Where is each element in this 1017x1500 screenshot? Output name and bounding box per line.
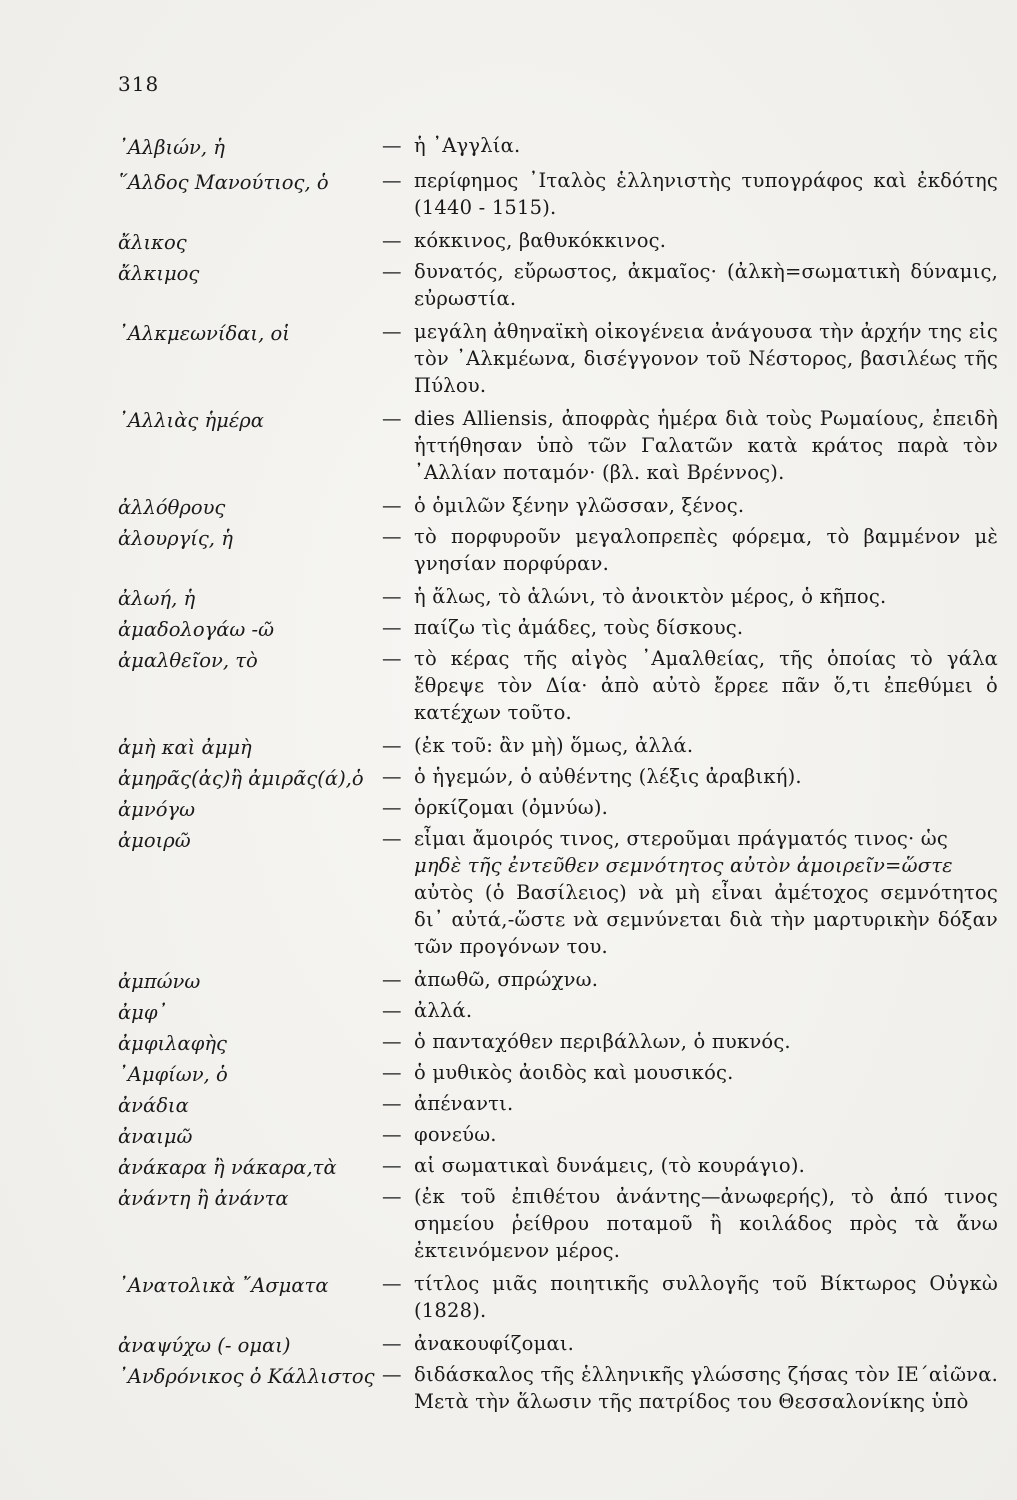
- entry-dash: —: [382, 1154, 402, 1177]
- entry-dash: —: [382, 1363, 402, 1386]
- glossary-entry: [118, 1090, 998, 1119]
- entry-dash: —: [382, 494, 402, 517]
- entry-dash: —: [382, 229, 402, 252]
- entry-headword: ἀμαδολογάω -ῶ: [118, 618, 274, 641]
- entry-headword: ᾿Αμφίων, ὁ: [118, 1063, 228, 1086]
- glossary-entry: [118, 966, 998, 995]
- entry-definition: φονεύω.: [414, 1123, 497, 1146]
- page-number: 318: [118, 72, 160, 96]
- entry-definition: (ἐκ τοῦ ἐπιθέτου ἀνάντης—ἀνωφερής), τὸ ἀπό τινος σημείου ῥείθρου ποταμοῦ ἢ κοιλάδος πρὸς τὰ ἄνω ἐκτεινόμενον μέρος.: [414, 1185, 998, 1262]
- entry-headword: ἀμὴ καὶ ἀμμὴ: [118, 736, 252, 759]
- entry-headword: ῞Αλδος Μανούτιος, ὁ: [118, 171, 329, 194]
- entry-definition: περίφημος ᾿Ιταλὸς ἑλληνιστὴς τυπογράφος καὶ ἐκδότης (1440 - 1515).: [414, 169, 998, 219]
- entry-definition: μεγάλη ἀθηναϊκὴ οἰκογένεια ἀνάγουσα τὴν ἀρχήν της εἰς τὸν ᾿Αλκμέωνα, δισέγγονον τοῦ Νέστορος, βασιλέως τῆς Πύλου.: [414, 320, 998, 397]
- entry-headword: ᾿Ανατολικὰ ῎Ασματα: [118, 1274, 329, 1297]
- entry-dash: —: [382, 616, 402, 639]
- glossary-entry: [118, 614, 998, 643]
- entry-dash: —: [382, 796, 402, 819]
- entry-headword: ᾿Αλκμεωνίδαι, οἱ: [118, 322, 290, 345]
- glossary-entry: [118, 523, 998, 577]
- glossary-entry: [118, 492, 998, 521]
- entry-headword: ᾿Ανδρόνικος ὁ Κάλλιστος: [118, 1365, 375, 1388]
- entry-headword: ἀνάδια: [118, 1094, 189, 1117]
- glossary-entry: [118, 763, 998, 792]
- entry-definition: ἀπέναντι.: [414, 1092, 514, 1115]
- entry-dash: —: [382, 585, 402, 608]
- entry-headword: ἀμφ᾿: [118, 1001, 168, 1024]
- glossary-entry: [118, 997, 998, 1026]
- entry-headword: ἀναιμῶ: [118, 1125, 193, 1148]
- entry-headword: ἀλωή, ἡ: [118, 587, 196, 610]
- glossary-entry: [118, 1121, 998, 1150]
- entry-headword: ἀλλόθρους: [118, 496, 226, 519]
- glossary-entry: [118, 1028, 998, 1057]
- entry-definition: ὁ ὁμιλῶν ξένην γλῶσσαν, ξένος.: [414, 494, 745, 517]
- entry-dash: —: [382, 1030, 402, 1053]
- entry-headword: ἀμνόγω: [118, 798, 195, 821]
- entry-dash: —: [382, 1092, 402, 1115]
- entry-headword: ᾿Αλβιών, ἡ: [118, 136, 225, 159]
- entry-definition-continued: αὐτὸς (ὁ Βασίλειος) νὰ μὴ εἶναι ἀμέτοχος σεμνότητος δι᾿ αὐτά,-ὥστε νὰ σεμνύνεται διὰ τὴν μαρτυρικὴν δόξαν τῶν προγόνων του.: [414, 881, 998, 958]
- entry-definition: ἀλλά.: [414, 999, 473, 1022]
- entry-headword: ἀλουργίς, ἡ: [118, 527, 233, 550]
- glossary-entry: [118, 132, 998, 161]
- entry-dash: —: [382, 1185, 402, 1208]
- entry-definition: τὸ πορφυροῦν μεγαλοπρεπὲς φόρεμα, τὸ βαμμένον μὲ γνησίαν πορφύραν.: [414, 525, 998, 575]
- glossary-entry: [118, 1361, 998, 1415]
- glossary-entry: [118, 167, 998, 221]
- glossary-entry: [118, 732, 998, 761]
- entry-definition: (ἐκ τοῦ: ἂν μὴ) ὅμως, ἀλλά.: [414, 734, 694, 757]
- entry-dash: —: [382, 525, 402, 548]
- glossary-entry: [118, 318, 998, 399]
- entry-definition: [414, 825, 998, 960]
- entry-definition: τίτλος μιᾶς ποιητικῆς συλλογῆς τοῦ Βίκτωρος Οὐγκὼ (1828).: [414, 1272, 998, 1322]
- entry-definition-text: εἶμαι ἄμοιρός τινος, στεροῦμαι πράγματός τινος· ὡς: [414, 827, 949, 850]
- entry-headword: ἀνάντη ἢ ἀνάντα: [118, 1187, 289, 1210]
- entry-dash: —: [382, 260, 402, 283]
- glossary-entry: [118, 258, 998, 312]
- entry-headword: ἀνάκαρα ἢ νάκαρα,τὰ: [118, 1156, 337, 1179]
- glossary-entry: [118, 227, 998, 256]
- entry-dash: —: [382, 169, 402, 192]
- glossary-entry: [118, 1270, 998, 1324]
- entry-dash: —: [382, 134, 402, 157]
- entry-headword: ἀναψύχω (- ομαι): [118, 1334, 291, 1357]
- entry-dash: —: [382, 1272, 402, 1295]
- glossary-entry: [118, 583, 998, 612]
- entry-definition: τὸ κέρας τῆς αἰγὸς ᾿Αμαλθείας, τῆς ὁποίας τὸ γάλα ἔθρεψε τὸν Δία· ἀπὸ αὐτὸ ἔρρεε πᾶν ὅ,τι ἐπεθύμει ὁ κατέχων τοῦτο.: [414, 647, 998, 724]
- entry-headword: ἀμοιρῶ: [118, 829, 191, 852]
- entry-dash: —: [382, 999, 402, 1022]
- glossary-entries: [118, 132, 998, 1417]
- entry-definition: ὁ μυθικὸς ἀοιδὸς καὶ μουσικός.: [414, 1061, 734, 1084]
- glossary-entry: [118, 794, 998, 823]
- entry-definition: δυνατός, εὔρωστος, ἀκμαῖος· (ἀλκὴ=σωματικὴ δύναμις, εὐρωστία.: [414, 260, 998, 310]
- glossary-entry: [118, 645, 998, 726]
- entry-dash: —: [382, 320, 402, 343]
- entry-definition: ἀνακουφίζομαι.: [414, 1332, 575, 1355]
- glossary-entry: [118, 825, 998, 960]
- entry-definition: παίζω τὶς ἀμάδες, τοὺς δίσκους.: [414, 616, 744, 639]
- glossary-entry: [118, 405, 998, 486]
- glossary-entry: [118, 1152, 998, 1181]
- entry-definition: ἡ ἅλως, τὸ ἁλώνι, τὸ ἀνοικτὸν μέρος, ὁ κῆπος.: [414, 585, 887, 608]
- entry-dash: —: [382, 1332, 402, 1355]
- entry-quote: μηδὲ τῆς ἐντεῦθεν σεμνότητος αὐτὸν ἀμοιρεῖν=ὥστε: [414, 854, 953, 877]
- glossary-entry: [118, 1330, 998, 1359]
- entry-definition: ἀπωθῶ, σπρώχνω.: [414, 968, 599, 991]
- entry-headword: ἀμπώνω: [118, 970, 201, 993]
- entry-dash: —: [382, 1123, 402, 1146]
- entry-dash: —: [382, 407, 402, 430]
- entry-headword: ᾿Αλλιὰς ἡμέρα: [118, 409, 264, 432]
- entry-dash: —: [382, 1061, 402, 1084]
- glossary-entry: [118, 1059, 998, 1088]
- entry-dash: —: [382, 968, 402, 991]
- entry-dash: —: [382, 647, 402, 670]
- entry-definition: ὁρκίζομαι (ὀμνύω).: [414, 796, 609, 819]
- entry-definition: κόκκινος, βαθυκόκκινος.: [414, 229, 667, 252]
- glossary-entry: [118, 1183, 998, 1264]
- entry-definition: ὁ πανταχόθεν περιβάλλων, ὁ πυκνός.: [414, 1030, 791, 1053]
- entry-definition: ἡ ᾿Αγγλία.: [414, 134, 521, 157]
- entry-headword: ἀμηρᾶς(ἀς)ἢ ἀμιρᾶς(ά),ὁ: [118, 767, 364, 790]
- entry-headword: ἀμαλθεῖον, τὸ: [118, 649, 258, 672]
- entry-dash: —: [382, 765, 402, 788]
- entry-definition: αἱ σωματικαὶ δυνάμεις, (τὸ κουράγιο).: [414, 1154, 806, 1177]
- entry-headword: ἀμφιλαφὴς: [118, 1032, 227, 1055]
- entry-headword: ἄλικος: [118, 231, 187, 254]
- entry-definition: dies Alliensis, ἀποφρὰς ἡμέρα διὰ τοὺς Ρωμαίους, ἐπειδὴ ἡττήθησαν ὑπὸ τῶν Γαλατῶν κατὰ κράτος παρὰ τὸν ᾿Αλλίαν ποταμόν· (βλ. καὶ Βρέννος).: [414, 407, 998, 484]
- entry-definition: ὁ ἡγεμών, ὁ αὐθέντης (λέξις ἀραβική).: [414, 765, 802, 788]
- entry-dash: —: [382, 734, 402, 757]
- entry-dash: —: [382, 827, 402, 850]
- entry-headword: ἄλκιμος: [118, 262, 200, 285]
- entry-definition: διδάσκαλος τῆς ἑλληνικῆς γλώσσης ζήσας τὸν ΙΕ´αἰῶνα. Μετὰ τὴν ἅλωσιν τῆς πατρίδος του Θεσσαλονίκης ὑπὸ: [414, 1363, 998, 1413]
